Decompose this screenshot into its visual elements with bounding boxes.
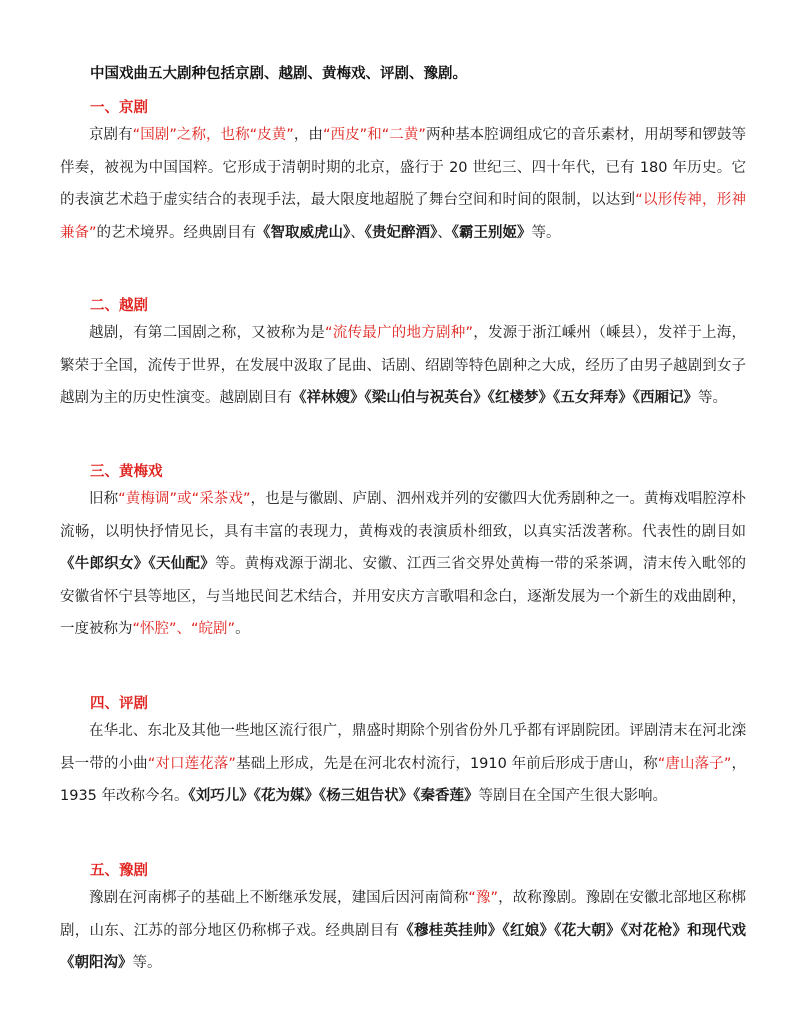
body-text: 等。黄梅戏源于湖北、安徽、江西三省交界处黄梅一带的采茶调，清末传入毗邻的安徽省怀宁县等地区，与当地民间艺术结合，并用安庆方言歌唱和念白，逐渐发展为一个新生的戏曲剧种，一度被称为 — [60, 556, 746, 637]
section-body-yueju — [60, 317, 746, 415]
section-body-huangmeixi — [60, 483, 746, 646]
repertoire-title: 《穆桂英挂帅》《红娘》《花大朝》《对花枪》和现代戏《朝阳沟》 — [60, 922, 746, 971]
section-body-yuju — [60, 882, 746, 980]
body-text: 等剧目在全国产生很大影响。 — [478, 788, 668, 804]
highlight-text: “西皮”和“二黄” — [322, 127, 426, 143]
document-title: 中国戏曲五大剧种包括京剧、越剧、黄梅戏、评剧、豫剧。 — [90, 66, 467, 82]
body-text: ，发源于浙江嵊州（嵊县），发祥于上海，繁荣于全国，流传于世界，在发展中汲取了昆曲、话剧、绍剧等特色剧种之大成，经历了由男子越剧到女子越剧为主的历史性演变。越剧剧目有 — [60, 325, 747, 406]
highlight-text: “唐山落子” — [657, 755, 732, 772]
body-text: 的艺术境界。经典剧目有 — [96, 224, 257, 241]
highlight-text: “国剧”之称，也称“皮黄” — [132, 127, 294, 143]
body-text: 等。 — [531, 224, 561, 241]
body-text: 、 — [437, 224, 452, 241]
body-text: 旧称 — [89, 491, 119, 507]
section-heading-huangmeixi: 三、黄梅戏 — [90, 464, 163, 480]
repertoire-title: 《霸王别姬》 — [451, 224, 532, 241]
body-text: 在华北、东北及其他一些地区流行很广，鼎盛时期除个别省份外几乎都有评剧院团。评剧清末在河北滦县一带的小曲 — [60, 723, 746, 772]
highlight-text: “以形传神，形神兼备” — [60, 192, 746, 241]
body-text: ，故称豫剧。豫剧在安徽北部地区称梆剧，山东、江苏的部分地区仍称梆子戏。经典剧目有 — [60, 890, 746, 939]
body-text: ，也是与徽剧、庐剧、泗州戏并列的安徽四大优秀剧种之一。黄梅戏唱腔淳朴流畅，以明快抒情见长，具有丰富的表现力，黄梅戏的表演质朴细致，以真实活泼著称。代表性的剧目如 — [60, 491, 746, 540]
highlight-text: “对口莲花落” — [147, 755, 236, 772]
highlight-text: “豫” — [468, 890, 498, 906]
section-heading-yuju: 五、豫剧 — [90, 863, 148, 879]
repertoire-title: 《贵妃醉酒》 — [364, 224, 438, 241]
section-heading-pingju: 四、评剧 — [90, 696, 148, 712]
body-text: 豫剧在河南梆子的基础上不断继承发展，建国后因河南简称 — [89, 890, 469, 906]
body-text: 基础上形成，先是在河北农村流行，1910 年前后形成于唐山，称 — [235, 755, 658, 772]
body-text: 越剧，有第二国剧之称，又被称为是 — [89, 325, 325, 341]
section-body-pingju — [60, 715, 746, 813]
body-text: 京剧有 — [89, 127, 133, 143]
body-text: 等。 — [132, 955, 162, 971]
repertoire-title: 《牛郎织女》《天仙配》 — [60, 556, 216, 572]
body-text: ，1935 年改称今名。 — [60, 755, 747, 804]
repertoire-title: 《刘巧儿》《花为媒》《杨三姐告状》《秦香莲》 — [188, 788, 479, 804]
body-text: 两种基本腔调组成它的音乐素材，用胡琴和锣鼓等伴奏，被视为中国国粹。它形成于清朝时期的北京，盛行于 20 世纪三、四十年代，已有 180 年历史。它的表演艺术趋于虚实结合的表现手法，最大限度地超脱了舞台空间和时间的限制，以达到 — [60, 127, 747, 208]
highlight-text: “黄梅调”或“采茶戏” — [118, 491, 251, 507]
body-text: ，由 — [293, 127, 323, 143]
repertoire-title: 《祥林嫂》《梁山伯与祝英台》《红楼梦》《五女拜寿》《西厢记》 — [292, 390, 698, 406]
section-heading-yueju: 二、越剧 — [90, 298, 148, 314]
section-heading-jingju: 一、京剧 — [90, 100, 148, 116]
repertoire-title: 《智取威虎山》 — [256, 224, 351, 241]
section-body-jingju — [60, 119, 746, 249]
body-text: 。 — [235, 621, 250, 637]
highlight-text: “流传最广的地方剧种” — [325, 325, 474, 341]
body-text: 、 — [350, 224, 365, 241]
body-text: 等。 — [698, 390, 727, 406]
highlight-text: “怀腔”、“皖剧” — [132, 621, 236, 637]
